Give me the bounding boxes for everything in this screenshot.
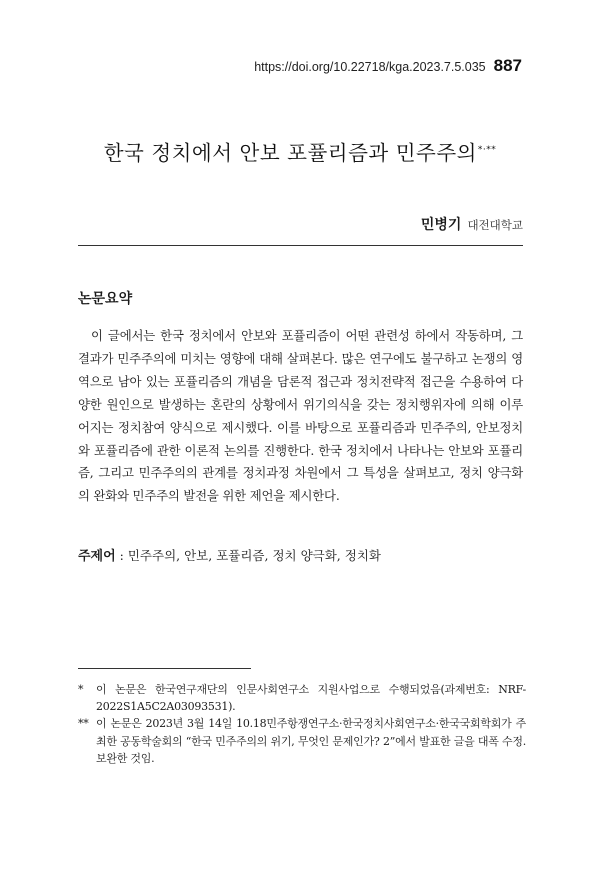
page-number: 887 xyxy=(493,56,522,75)
keywords-separator: : xyxy=(115,548,128,563)
footnote-text: 이 논문은 한국연구재단의 인문사회연구소 지원사업으로 수행되었음(과제번호: NRF-2022S1A5C2A03093531). xyxy=(96,683,526,714)
footnote-item xyxy=(78,681,526,715)
title-footnote-marks[interactable]: *·** xyxy=(477,145,497,155)
keywords-line xyxy=(78,545,523,564)
footnote-item xyxy=(78,715,526,767)
keywords-text: 민주주의, 안보, 포퓰리즘, 정치 양극화, 정치화 xyxy=(127,548,381,563)
abstract-heading: 논문요약 xyxy=(78,291,133,307)
footnote-divider xyxy=(78,668,251,669)
running-header xyxy=(254,56,522,76)
footnotes xyxy=(78,681,526,767)
footnote-text: 이 논문은 2023년 3월 14일 10.18민주항쟁연구소·한국정치사회연구소·한국국회학회가 주최한 공동학술회의 “한국 민주주의의 위기, 무엇인 문제인가? 2”에서 발표한 글을 대폭 수정.보완한 것임. xyxy=(96,717,526,765)
abstract-body: 이 글에서는 한국 정치에서 안보와 포퓰리즘이 어떤 관련성 하에서 작동하며, 그 결과가 민주주의에 미치는 영향에 대해 살펴본다. 많은 연구에도 불구하고 논쟁의 영역으로 남아 있는 포퓰리즘의 개념을 담론적 접근과 정치전략적 접근을 수용하여 다양한 원인으로 발생하는 혼란의 상황에서 위기의식을 갖는 정치행위자에 의해 이루어지는 정치참여 양식으로 제시했다. 이를 바탕으로 포퓰리즘과 민주주의, 안보정치와 포퓰리즘에 관한 이론적 논의를 진행한다. 한국 정치에서 나타나는 안보와 포퓰리즘, 그리고 민주주의의 관계를 정치과정 차원에서 그 특성을 살펴보고, 정치 양극화의 완화와 민주주의 발전을 위한 제언을 제시한다. xyxy=(78,328,523,504)
doi-link[interactable]: https://doi.org/10.22718/kga.2023.7.5.035 xyxy=(254,60,486,74)
paper-title-text: 한국 정치에서 안보 포퓰리즘과 민주주의 xyxy=(103,141,477,165)
paper-title xyxy=(0,136,600,166)
author-affiliation: 대전대학교 xyxy=(467,218,523,232)
footnote-mark: ** xyxy=(78,717,89,731)
keywords-label: 주제어 xyxy=(78,549,116,564)
header-divider xyxy=(78,245,523,246)
author-name: 민병기 xyxy=(420,217,462,233)
footnote-mark: * xyxy=(78,683,84,696)
author-line xyxy=(421,214,523,234)
